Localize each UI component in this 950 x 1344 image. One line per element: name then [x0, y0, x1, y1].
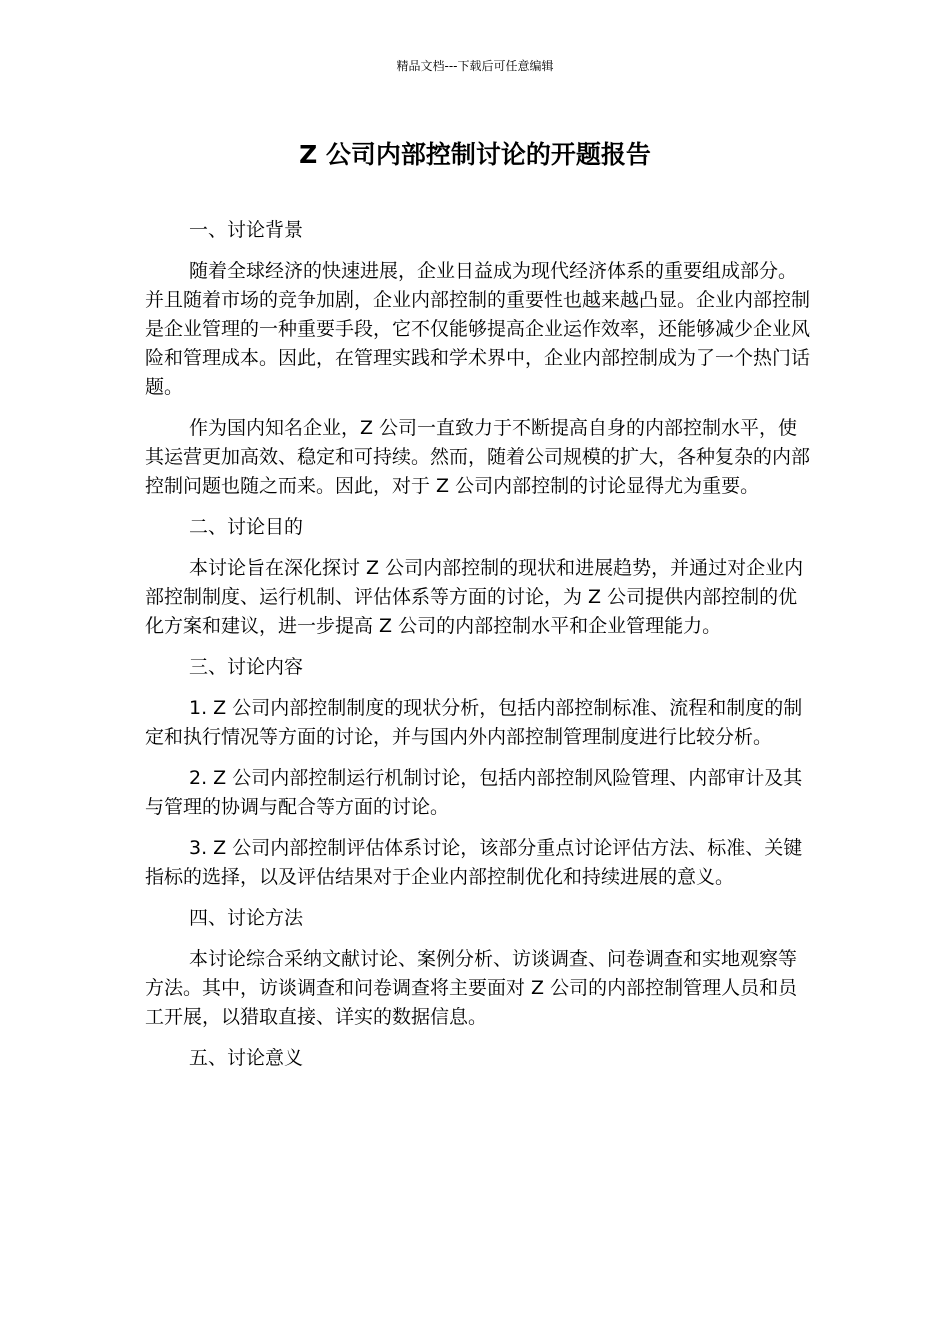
- header-note: 精品文档---下载后可任意编辑: [396, 59, 554, 73]
- section-heading-significance: 五、讨论意义: [189, 1047, 304, 1069]
- paragraph: 随着全球经济的快速进展，企业日益成为现代经济体系的重要组成部分。并且随着市场的竞争加剧，企业内部控制的重要性也越来越凸显。企业内部控制是企业管理的一种重要手段，它不仅能够提高企业运作效率，还能够减少企业风险和管理成本。因此，在管理实践和学术界中，企业内部控制成为了一个热门话题。: [145, 260, 811, 398]
- document-body: [145, 216, 810, 1085]
- document-title: Z 公司内部控制讨论的开题报告: [299, 140, 651, 169]
- section-heading-method: 四、讨论方法: [189, 907, 304, 929]
- paragraph: 3. Z 公司内部控制评估体系讨论，该部分重点讨论评估方法、标准、关键指标的选择，以及评估结果对于企业内部控制优化和持续进展的意义。: [145, 837, 803, 888]
- section-heading-content: 三、讨论内容: [189, 656, 304, 678]
- section-heading-background: 一、讨论背景: [189, 219, 304, 241]
- paragraph: 1. Z 公司内部控制制度的现状分析，包括内部控制标准、流程和制度的制定和执行情况等方面的讨论，并与国内外内部控制管理制度进行比较分析。: [145, 697, 803, 748]
- section-heading-purpose: 二、讨论目的: [189, 516, 304, 538]
- paragraph: 本讨论综合采纳文献讨论、案例分析、访谈调查、问卷调查和实地观察等方法。其中，访谈调查和问卷调查将主要面对 Z 公司的内部控制管理人员和员工开展，以猎取直接、详实的数据信息。: [145, 948, 798, 1028]
- paragraph: 2. Z 公司内部控制运行机制讨论，包括内部控制风险管理、内部审计及其与管理的协调与配合等方面的讨论。: [145, 767, 803, 818]
- paragraph: 本讨论旨在深化探讨 Z 公司内部控制的现状和进展趋势，并通过对企业内部控制制度、运行机制、评估体系等方面的讨论，为 Z 公司提供内部控制的优化方案和建议，进一步提高 Z 公司的内部控制水平和企业管理能力。: [145, 557, 804, 637]
- paragraph: 作为国内知名企业，Z 公司一直致力于不断提高自身的内部控制水平，使其运营更加高效、稳定和可持续。然而，随着公司规模的扩大，各种复杂的内部控制问题也随之而来。因此，对于 Z 公司内部控制的讨论显得尤为重要。: [145, 417, 811, 497]
